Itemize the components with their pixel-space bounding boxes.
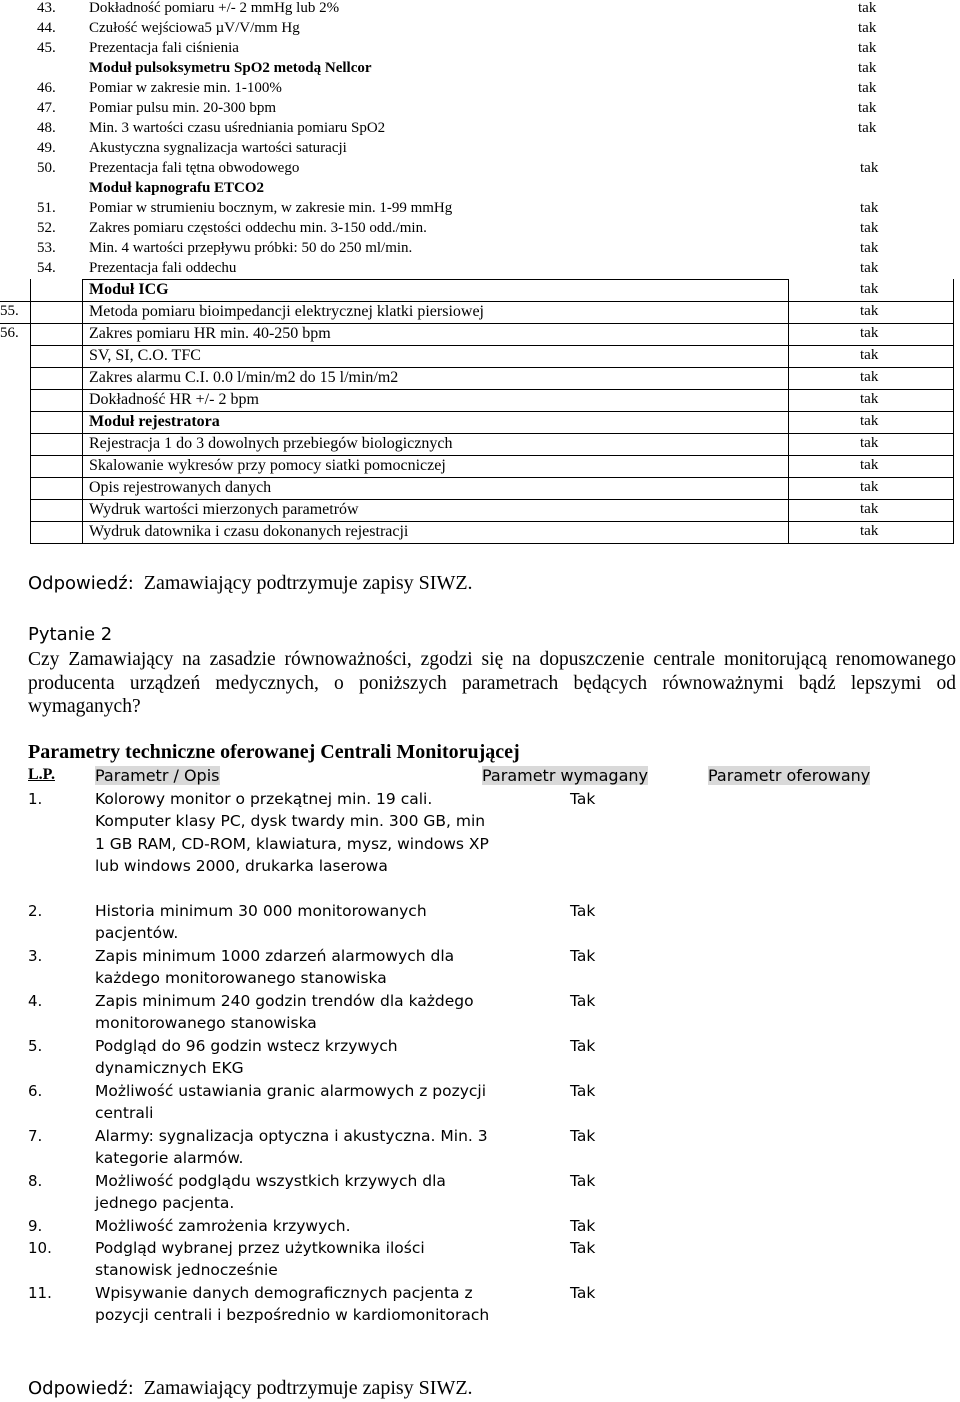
row-number: 53. (37, 240, 56, 256)
header-required: Parametr wymagany (482, 766, 648, 785)
header-lp: L.P. (28, 766, 55, 783)
row-description: Wydruk datownika i czasu dokonanych rejestracji (89, 523, 409, 540)
row-description: Czułość wejściowa5 µV/V/mm Hg (89, 20, 300, 36)
row-description: Dokładność HR +/- 2 bpm (89, 391, 259, 408)
row-value: tak (860, 281, 879, 297)
row-number: 6. (28, 1082, 43, 1100)
row-value: Tak (570, 1217, 596, 1235)
row-value: tak (860, 391, 879, 407)
row-description: Zakres pomiaru HR min. 40-250 bpm (89, 325, 331, 342)
row-value: tak (860, 240, 879, 256)
row-number: 51. (37, 200, 56, 216)
table-rule (953, 279, 954, 544)
row-value: Tak (570, 1172, 596, 1190)
section-heading: Moduł pulsoksymetru SpO2 metodą Nellcor (89, 60, 372, 76)
row-description: Rejestracja 1 do 3 dowolnych przebiegów biologicznych (89, 435, 453, 452)
row-description: Metoda pomiaru bioimpedancji elektrycznej klatki piersiowej (89, 303, 484, 320)
row-description: Min. 4 wartości przepływu próbki: 50 do 250 ml/min. (89, 240, 413, 256)
row-value: tak (860, 260, 879, 276)
row-number: 54. (37, 260, 56, 276)
section-heading: Moduł ICG (89, 281, 169, 298)
row-value: tak (860, 435, 879, 451)
row-value: Tak (570, 947, 596, 965)
table-rule (30, 411, 954, 412)
params-title: Parametry techniczne oferowanej Centrali Monitorującej (28, 741, 520, 763)
row-value: tak (858, 40, 877, 56)
question-title: Pytanie 2 (28, 624, 113, 645)
row-description: Zakres alarmu C.I. 0.0 l/min/m2 do 15 l/min/m2 (89, 369, 399, 386)
table-rule (0, 323, 954, 324)
row-description: Kolorowy monitor o przekątnej min. 19 cali. Komputer klasy PC, dysk twardy min. 300 GB, min 1 GB RAM, CD-ROM, klawiatura, mysz, windows XP lub windows 2000, drukarka laserowa (95, 790, 489, 876)
row-description: Akustyczna sygnalizacja wartości saturacji (89, 140, 347, 156)
row-number: 7. (28, 1127, 43, 1145)
row-value: Tak (570, 1127, 596, 1145)
row-number: 3. (28, 947, 43, 965)
row-value: tak (858, 20, 877, 36)
row-number: 43. (37, 0, 56, 16)
row-description: Możliwość podglądu wszystkich krzywych dla jednego pacjenta. (95, 1172, 446, 1213)
section-heading: Moduł kapnografu ETCO2 (89, 180, 265, 196)
row-description: Prezentacja fali tętna obwodowego (89, 160, 300, 176)
table-rule (30, 433, 954, 434)
row-description: Zapis minimum 1000 zdarzeń alarmowych dla każdego monitorowanego stanowiska (95, 947, 455, 988)
row-description: Zakres pomiaru częstości oddechu min. 3-150 odd./min. (89, 220, 427, 236)
row-value: tak (858, 100, 877, 116)
row-description: Podgląd wybranej przez użytkownika ilości stanowisk jednocześnie (95, 1239, 425, 1280)
section-heading: Moduł rejestratora (89, 413, 220, 430)
row-value: Tak (570, 992, 596, 1010)
row-value: tak (858, 120, 877, 136)
row-description: Prezentacja fali ciśnienia (89, 40, 239, 56)
header-offered: Parametr oferowany (708, 766, 871, 785)
row-description: Podgląd do 96 godzin wstecz krzywych dynamicznych EKG (95, 1037, 398, 1078)
row-description: Min. 3 wartości czasu uśredniania pomiaru SpO2 (89, 120, 386, 136)
row-value: tak (860, 325, 879, 341)
row-number: 50. (37, 160, 56, 176)
row-number: 44. (37, 20, 56, 36)
row-description: Pomiar pulsu min. 20-300 bpm (89, 100, 277, 116)
row-value: tak (860, 457, 879, 473)
question-body: Czy Zamawiający na zasadzie równoważności, zgodzi się na dopuszczenie centrale monitorującą renomowanego producenta urządzeń medycznych, o poniższych parametrach będących równoważnymi bądź lepszymi od wymaganych? (28, 649, 956, 717)
row-value: Tak (570, 790, 596, 808)
row-value: tak (860, 523, 879, 539)
row-description: Możliwość ustawiania granic alarmowych z pozycji centrali (95, 1082, 487, 1123)
table-rule (30, 345, 954, 346)
answer-label: Odpowiedź: (28, 573, 134, 594)
table-rule (30, 499, 954, 500)
row-number: 1. (28, 790, 43, 808)
row-value: tak (860, 160, 879, 176)
row-value: Tak (570, 1082, 596, 1100)
table-rule (30, 389, 954, 390)
row-value: tak (860, 369, 879, 385)
row-number: 46. (37, 80, 56, 96)
row-description: Historia minimum 30 000 monitorowanych pacjentów. (95, 902, 427, 943)
table-rule (0, 301, 954, 302)
row-description: Zapis minimum 240 godzin trendów dla każdego monitorowanego stanowiska (95, 992, 474, 1033)
row-number: 49. (37, 140, 56, 156)
row-value: tak (860, 220, 879, 236)
row-number: 8. (28, 1172, 43, 1190)
row-number: 56. (0, 325, 19, 341)
row-description: Opis rejestrowanych danych (89, 479, 272, 496)
row-description: Dokładność pomiaru +/- 2 mmHg lub 2% (89, 0, 340, 16)
row-value: tak (858, 0, 877, 16)
row-number: 11. (28, 1284, 52, 1302)
row-number: 48. (37, 120, 56, 136)
table-rule (30, 455, 954, 456)
row-number: 47. (37, 100, 56, 116)
row-description: Możliwość zamrożenia krzywych. (95, 1217, 351, 1235)
answer-label: Odpowiedź: (28, 1378, 134, 1399)
row-description: Prezentacja fali oddechu (89, 260, 237, 276)
row-value: tak (860, 303, 879, 319)
row-number: 4. (28, 992, 43, 1010)
row-value: tak (860, 200, 879, 216)
row-description: Wydruk wartości mierzonych parametrów (89, 501, 359, 518)
answer-text: Zamawiający podtrzymuje zapisy SIWZ. (143, 1377, 473, 1399)
row-number: 45. (37, 40, 56, 56)
table-rule (82, 279, 83, 544)
row-number: 2. (28, 902, 43, 920)
row-description: SV, SI, C.O. TFC (89, 347, 201, 364)
table-rule (30, 477, 954, 478)
row-value: tak (860, 413, 879, 429)
row-description: Pomiar w strumieniu bocznym, w zakresie min. 1-99 mmHg (89, 200, 453, 216)
row-value: Tak (570, 1284, 596, 1302)
table-rule (30, 279, 31, 544)
table-rule (30, 521, 954, 522)
table-rule (30, 367, 954, 368)
row-description: Skalowanie wykresów przy pomocy siatki pomocniczej (89, 457, 446, 474)
row-number: 5. (28, 1037, 43, 1055)
row-value: Tak (570, 1239, 596, 1257)
row-description: Alarmy: sygnalizacja optyczna i akustyczna. Min. 3 kategorie alarmów. (95, 1127, 488, 1168)
table-rule (82, 279, 788, 280)
row-description: Pomiar w zakresie min. 1-100% (89, 80, 282, 96)
row-value: Tak (570, 1037, 596, 1055)
table-rule (788, 279, 789, 544)
answer-1 (28, 572, 473, 595)
spec-table-top (0, 0, 960, 545)
row-number: 10. (28, 1239, 52, 1257)
header-param: Parametr / Opis (95, 766, 220, 785)
row-value: tak (860, 347, 879, 363)
row-description: Wpisywanie danych demograficznych pacjenta z pozycji centrali i bezpośrednio w kardiomonitorach (95, 1284, 490, 1325)
row-number: 52. (37, 220, 56, 236)
row-value: tak (858, 60, 877, 76)
answer-text: Zamawiający podtrzymuje zapisy SIWZ. (143, 572, 473, 594)
answer-2 (28, 1377, 473, 1400)
row-value: tak (860, 501, 879, 517)
row-value: Tak (570, 902, 596, 920)
row-number: 55. (0, 303, 19, 319)
row-value: tak (860, 479, 879, 495)
row-number: 9. (28, 1217, 43, 1235)
table-rule (30, 543, 954, 544)
row-value: tak (858, 80, 877, 96)
